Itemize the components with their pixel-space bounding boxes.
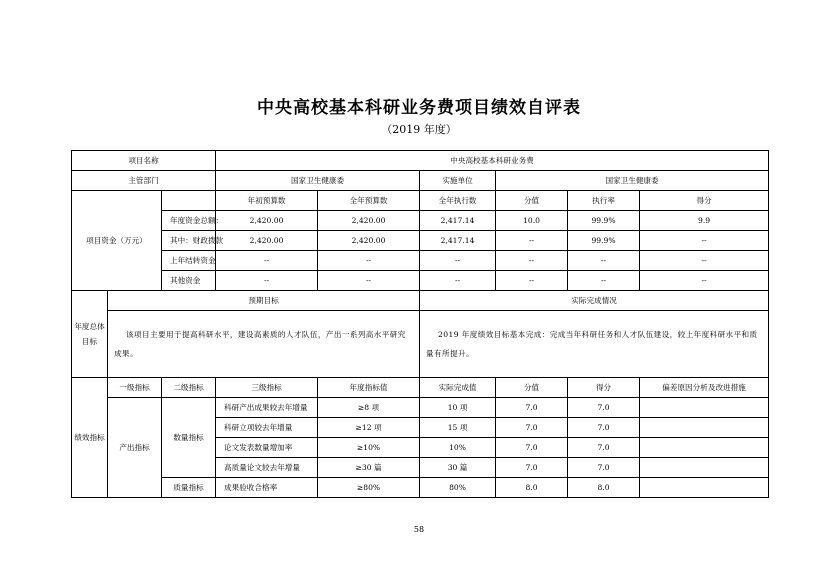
level2-quality: 质量指标 [162,478,216,498]
funds-row-label: 年度资金总额： [162,211,216,231]
funds-cell: 2,420.00 [216,211,318,231]
funds-row [72,211,769,231]
funds-cell: -- [420,251,496,271]
indicator-header-0: 一级指标 [108,378,162,398]
funds-label: 项目资金（万元） [72,191,162,291]
indicator-row [72,398,769,418]
indicator-header-1: 二级指标 [162,378,216,398]
project-name-value: 中央高校基本科研业务费 [216,151,769,171]
indicator-got: 7.0 [568,398,640,418]
indicator-header-4: 实际完成值 [420,378,496,398]
funds-cell: -- [216,271,318,291]
indicator-score: 8.0 [496,478,568,498]
funds-cell: -- [496,231,568,251]
funds-header-blank [162,191,216,211]
funds-cell: 2,420.00 [318,231,420,251]
indicator-name: 科研产出成果较去年增量 [216,398,318,418]
indicator-name: 科研立项较去年增量 [216,418,318,438]
project-name-label: 项目名称 [72,151,216,171]
indicator-header-7: 偏差原因分析及改进措施 [640,378,769,398]
dept-label: 主管部门 [72,171,216,191]
indicator-name: 高质量论文较去年增量 [216,458,318,478]
funds-cell: -- [216,251,318,271]
department-row [72,171,769,191]
level1-output: 产出指标 [108,398,162,498]
actual-goal-text-span: 2019 年度绩效目标基本完成：完成当年科研任务和人才队伍建设，较上年度科研水平和质量有所提升。 [426,330,758,358]
funds-cell: 99.9% [568,211,640,231]
expected-goal-text-span: 该项目主要用于提高科研水平，建设高素质的人才队伍，产出一系列高水平研究成果。 [114,330,406,358]
indicator-got: 7.0 [568,458,640,478]
funds-cell: -- [420,271,496,291]
goals-header-row [72,291,769,311]
impl-label: 实施单位 [420,171,496,191]
indicator-target: ≥10% [318,438,420,458]
indicator-score: 7.0 [496,438,568,458]
evaluation-table [71,150,769,498]
funds-cell: 10.0 [496,211,568,231]
indicator-target: ≥12 项 [318,418,420,438]
indicator-actual: 10 项 [420,398,496,418]
impl-value: 国家卫生健康委 [496,171,769,191]
dept-value: 国家卫生健康委 [216,171,420,191]
funds-cell: 2,420.00 [318,211,420,231]
indicator-got: 7.0 [568,438,640,458]
expected-goal-text [108,311,420,378]
indicators-header-row [72,378,769,398]
indicator-got: 8.0 [568,478,640,498]
indicator-note [640,418,769,438]
funds-cell: 2,417.14 [420,231,496,251]
indicator-target: ≥8 项 [318,398,420,418]
indicator-row [72,478,769,498]
indicator-score: 7.0 [496,398,568,418]
level2-quantity: 数量指标 [162,398,216,478]
project-name-row [72,151,769,171]
page-number: 58 [413,525,425,534]
indicator-header-6: 得分 [568,378,640,398]
funds-cell: 99.9% [568,231,640,251]
indicator-score: 7.0 [496,418,568,438]
goals-content-row [72,311,769,378]
funds-cell: 2,417.14 [420,211,496,231]
indicator-actual: 10% [420,438,496,458]
expected-goal-header: 预期目标 [108,291,420,311]
funds-cell: 2,420.00 [216,231,318,251]
indicator-got: 7.0 [568,418,640,438]
funds-header-1: 全年预算数 [318,191,420,211]
indicator-name: 成果验收合格率 [216,478,318,498]
indicator-note [640,458,769,478]
funds-row-label: 其中：财政拨款 [162,231,216,251]
funds-cell: -- [640,271,769,291]
indicators-label: 绩效指标 [72,378,108,498]
indicator-target: ≥80% [318,478,420,498]
funds-cell: -- [496,251,568,271]
indicator-actual: 30 篇 [420,458,496,478]
funds-header-0: 年初预算数 [216,191,318,211]
funds-header-3: 分值 [496,191,568,211]
funds-cell: -- [318,251,420,271]
indicator-note [640,438,769,458]
indicator-header-3: 年度指标值 [318,378,420,398]
actual-goal-header: 实际完成情况 [420,291,769,311]
indicator-name: 论文发表数量增加率 [216,438,318,458]
actual-goal-text [420,311,769,378]
funds-cell: -- [318,271,420,291]
funds-header-5: 得分 [640,191,769,211]
funds-row [72,271,769,291]
funds-cell: -- [640,231,769,251]
funds-cell: -- [496,271,568,291]
indicator-header-5: 分值 [496,378,568,398]
page-subtitle: （2019 年度） [381,123,457,136]
funds-row [72,231,769,251]
funds-header-4: 执行率 [568,191,640,211]
funds-header-row [72,191,769,211]
page-title: 中央高校基本科研业务费项目绩效自评表 [257,98,581,118]
indicator-note [640,478,769,498]
goals-label: 年度总体目标 [72,291,108,378]
funds-row [72,251,769,271]
indicator-actual: 80% [420,478,496,498]
indicator-header-2: 三级指标 [216,378,318,398]
indicator-score: 7.0 [496,458,568,478]
funds-cell: -- [568,251,640,271]
funds-row-label: 上年结转资金 [162,251,216,271]
indicator-note [640,398,769,418]
funds-cell: -- [568,271,640,291]
indicator-actual: 15 项 [420,418,496,438]
funds-cell: 9.9 [640,211,769,231]
indicator-target: ≥30 篇 [318,458,420,478]
funds-cell: -- [640,251,769,271]
funds-row-label: 其他资金 [162,271,216,291]
funds-header-2: 全年执行数 [420,191,496,211]
